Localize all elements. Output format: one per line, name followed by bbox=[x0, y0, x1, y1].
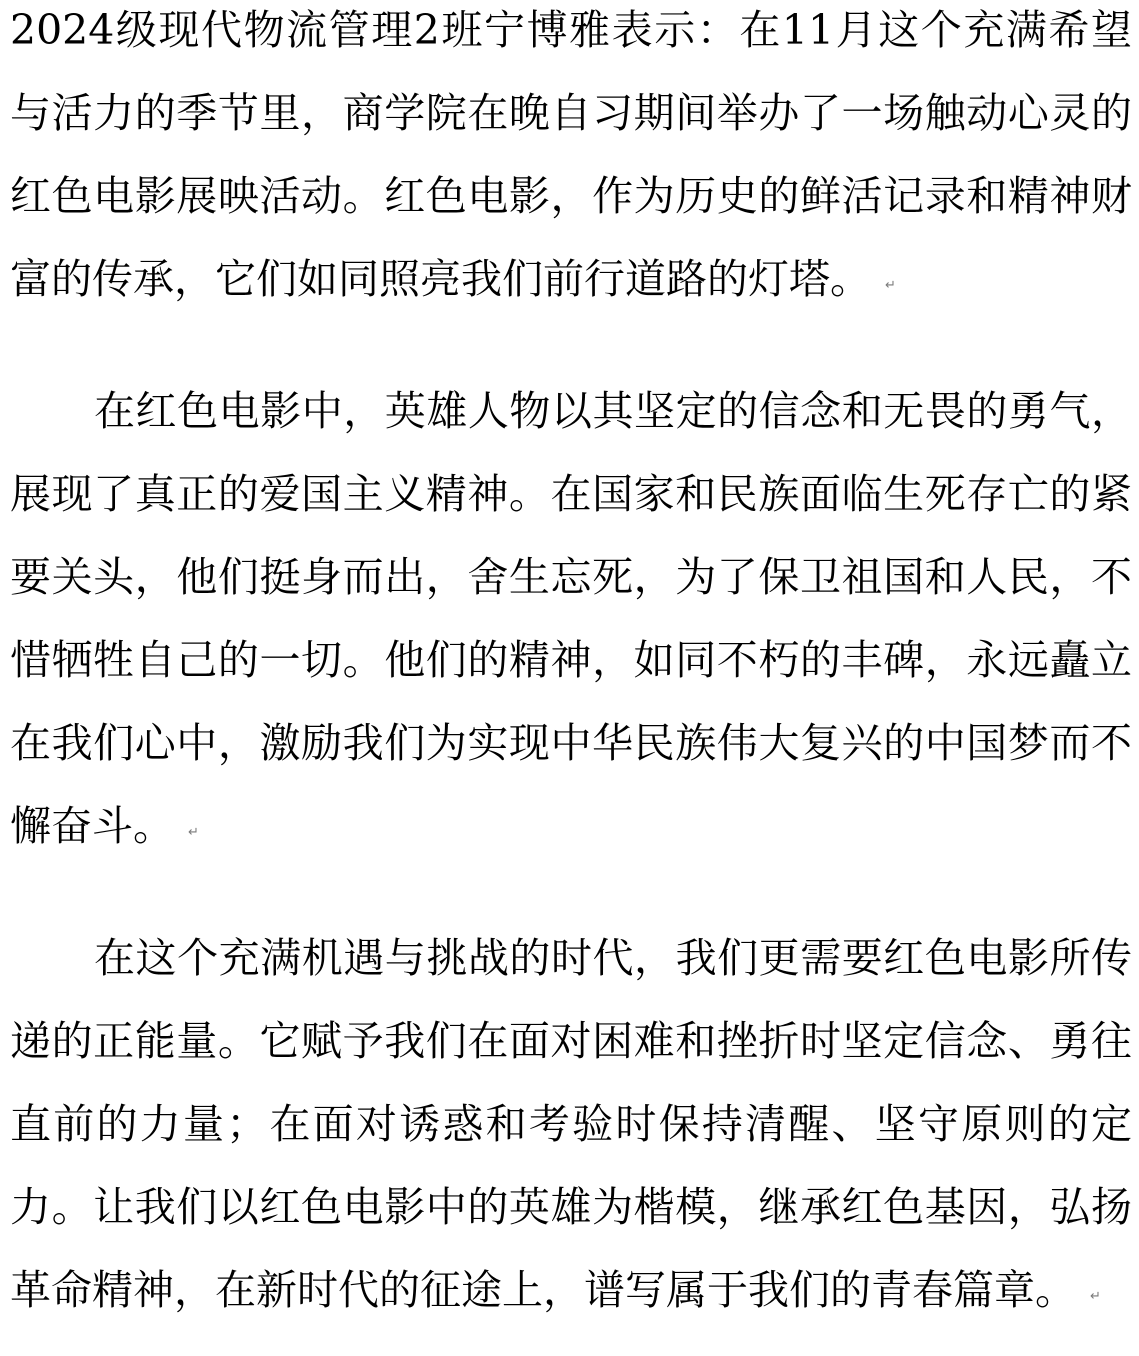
paragraph-2-text: 在红色电影中，英雄人物以其坚定的信念和无畏的勇气，展现了真正的爱国主义精神。在国家和民族面临生死存亡的紧要关头，他们挺身而出，舍生忘死，为了保卫祖国和人民，不惜牺牲自己的一切。他们的精神，如同不朽的丰碑，永远矗立在我们心中，激励我们为实现中华民族伟大复兴的中国梦而不懈奋斗。 bbox=[10, 387, 1132, 850]
paragraph-mark-icon: ↵ bbox=[1090, 1289, 1101, 1304]
document-body bbox=[10, 0, 1132, 1338]
paragraph-spacing bbox=[10, 874, 1132, 917]
paragraph-1-text: 2024级现代物流管理2班宁博雅表示：在11月这个充满希望与活力的季节里，商学院在晚自习期间举办了一场触动心灵的红色电影展映活动。红色电影，作为历史的鲜活记录和精神财富的传承，它们如同照亮我们前行道路的灯塔。 bbox=[10, 6, 1132, 303]
paragraph-spacing bbox=[10, 327, 1132, 370]
paragraph-mark-icon: ↵ bbox=[885, 278, 896, 293]
paragraph-3 bbox=[10, 917, 1132, 1338]
paragraph-3-text: 在这个充满机遇与挑战的时代，我们更需要红色电影所传递的正能量。它赋予我们在面对困难和挫折时坚定信念、勇往直前的力量；在面对诱惑和考验时保持清醒、坚守原则的定力。让我们以红色电影中的英雄为楷模，继承红色基因，弘扬革命精神，在新时代的征途上，谱写属于我们的青春篇章。 bbox=[10, 934, 1132, 1314]
paragraph-1 bbox=[10, 0, 1132, 327]
paragraph-mark-icon: ↵ bbox=[188, 825, 199, 840]
paragraph-2 bbox=[10, 370, 1132, 874]
